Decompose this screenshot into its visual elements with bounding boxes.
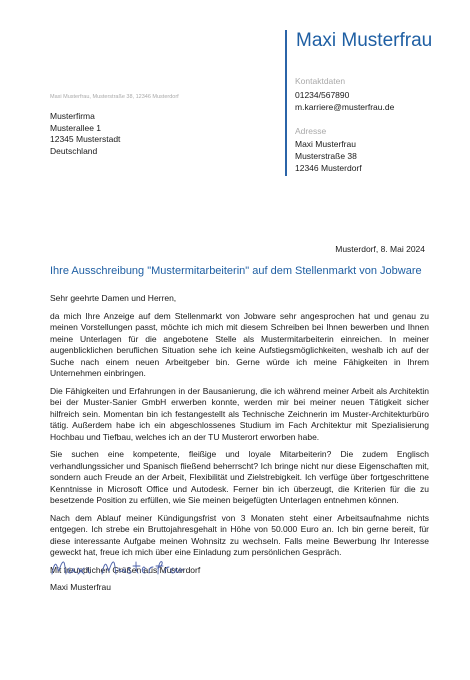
letter-body [50,293,429,582]
header-divider [285,30,287,176]
recipient-line: Musterallee 1 [50,122,102,133]
body-paragraph: Die Fähigkeiten und Erfahrungen in der Bausanierung, die ich während meiner Arbeit als Architektin bei der Muster-Sanier GmbH erwerben konnte, werden mir bei meiner neuen Tätigkeit sicher hilfreich sein. Momentan bin ich festangestellt als Technische Zeichnerin im Muster-Architekturbüro tätig. Außerdem habe ich ein abgeschlossenes Studium im Fach Architektur mit Spezialisierung Hochbau und Tiefbau, welches ich an der TU Musterort erworben habe. [50,385,429,442]
contact-label: Kontaktdaten [295,76,346,86]
recipient-line: Deutschland [50,145,98,156]
body-paragraph: da mich Ihre Anzeige auf dem Stellenmarkt von Jobware sehr angesprochen hat und genau zu meinen Vorstellungen passt, möchte ich mich mit diesem Schreiben bei Ihnen bewerben und Ihnen meine Unterlagen für die angebotene Stelle als Mustermitarbeiterin einreichen. In meiner augenblicklichen beruflichen Situation sehe ich keine Aufstiegsmöglichkeiten, weshalb ich auf der Suche nach einem neuen Arbeitgeber bin. Gerne würde ich meine Fähigkeiten in Ihrem Unternehmen einbringen. [50,310,429,378]
address-line: Musterstraße 38 [295,151,357,161]
contact-block [295,89,394,113]
salutation: Sehr geehrte Damen und Herren, [50,293,177,303]
body-paragraph: Sie suchen eine kompetente, fleißige und loyale Mitarbeiterin? Die zudem Englisch verhandlungssicher und Spanisch fließend beherrscht? Ich bringe nicht nur diese Eigenschaften mit, sondern auch Freude an der Arbeit, Flexibilität und Zielstrebigkeit. Ich verfüge über fortgeschrittene Kenntnisse in Microsoft Office und Autodesk. Ferner bin ich überzeugt, die Kriterien für die zu besetzende Position zu erfüllen, wie Sie meinen beigefügten Unterlagen entnehmen können. [50,449,429,505]
address-block [295,138,362,174]
closing: Mit freundlichen Grüßen aus Musterdorf [50,564,201,575]
recipient-line: 12345 Musterstadt [50,134,121,144]
letter-subject: Ihre Ausschreibung "Mustermitarbeiterin" auf dem Stellenmarkt von Jobware [50,265,422,277]
applicant-name: Maxi Musterfrau [296,30,433,51]
contact-phone: 01234/567890 [295,90,350,100]
recipient-line: Musterfirma [50,111,95,121]
recipient-block [50,111,120,157]
sender-return-line: Maxi Musterfrau, Musterstraße 38, 12346 Musterdorf [50,94,179,100]
address-line: Maxi Musterfrau [295,139,356,149]
letter-date: Musterdorf, 8. Mai 2024 [335,244,425,254]
body-paragraph: Nach dem Ablauf meiner Kündigungsfrist von 3 Monaten steht einer Arbeitsaufnahme nichts entgegen. Ich strebe ein Bruttojahresgehalt in Höhe von 50.000 Euro an. Ich bin gerne bereit, für diese interessante Aufgabe meinen Wohnsitz zu wechseln. Falls meine Bewerbung Ihr Interesse geweckt hat, freue ich mich über eine Einladung zum persönlichen Gespräch. [50,512,429,557]
address-label: Adresse [295,126,327,136]
address-line: 12346 Musterdorf [295,163,362,173]
signer-name: Maxi Musterfrau [50,582,111,592]
contact-email: m.karriere@musterfrau.de [295,102,395,112]
handwritten-signature [50,556,185,580]
